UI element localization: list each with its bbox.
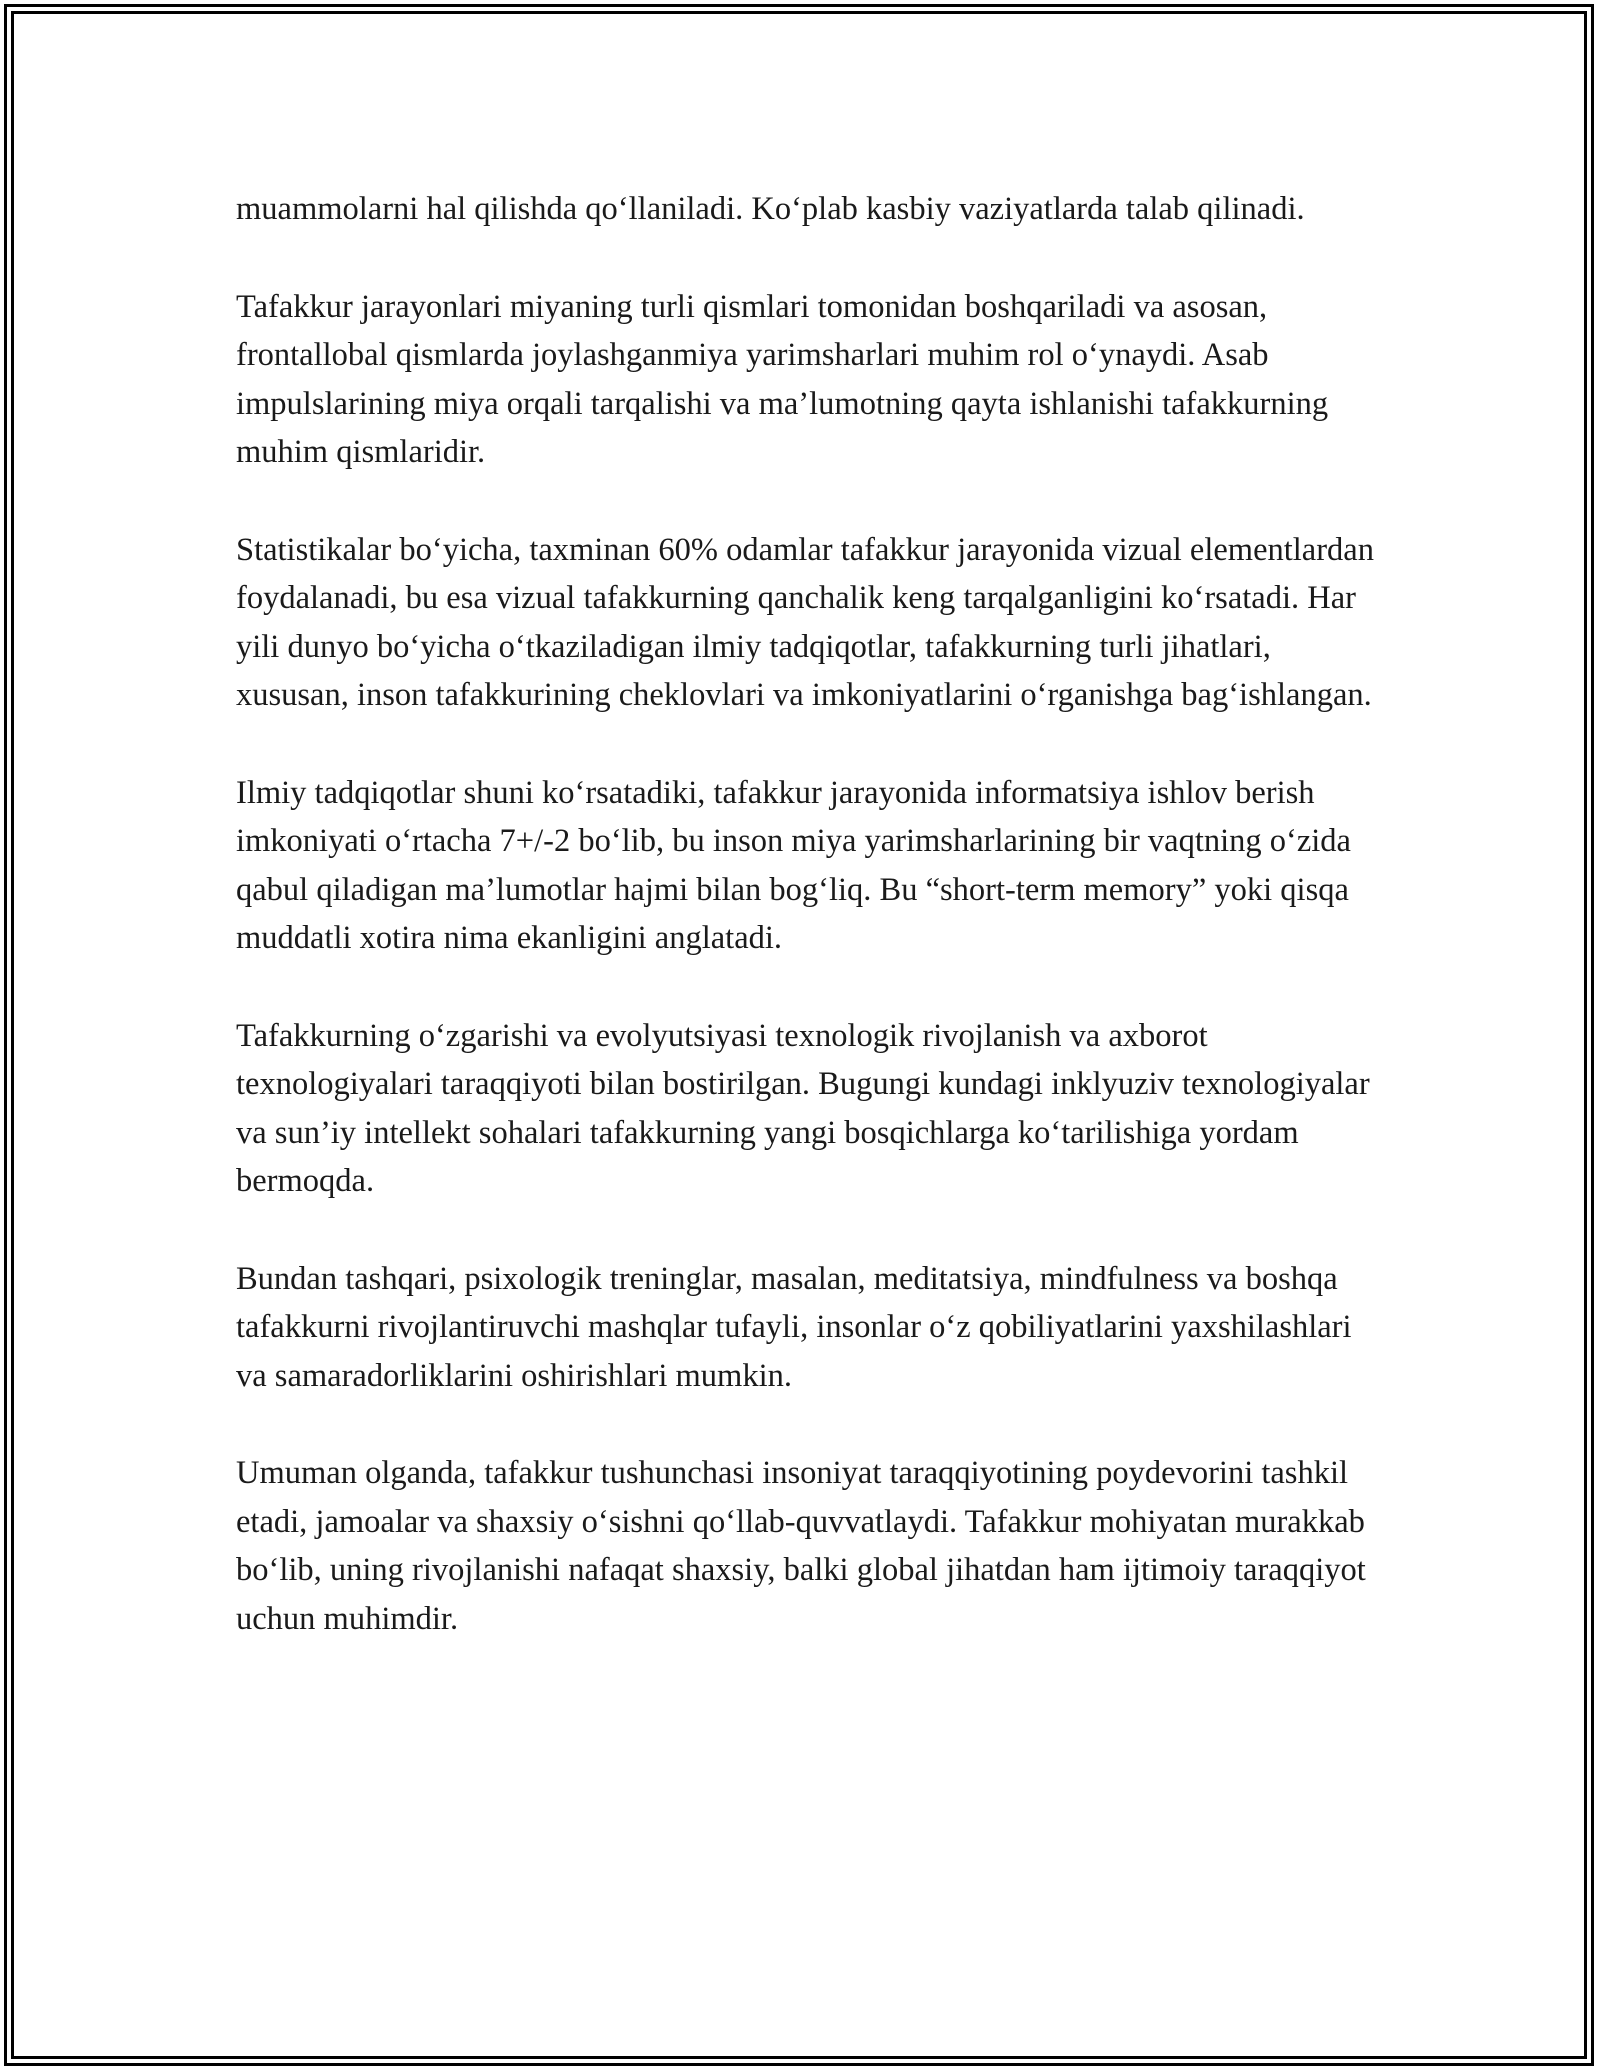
document-body <box>236 185 1386 1692</box>
paragraph-7: Umuman olganda, tafakkur tushunchasi insoniyat taraqqiyotining poydevorini tashkil etadi, jamoalar va shaxsiy o‘sishni qo‘llab-quvvatlaydi. Tafakkur mohiyatan murakkab bo‘lib, uning rivojlanishi nafaqat shaxsiy, balki global jihatdan ham ijtimoiy taraqqiyot uchun muhimdir. <box>236 1455 1366 1637</box>
paragraph-6: Bundan tashqari, psixologik treninglar, masalan, meditatsiya, mindfulness va boshqa tafakkurni rivojlantiruvchi mashqlar tufayli, insonlar o‘z qobiliyatlarini yaxshilashlari va samaradorliklarini oshirishlari mumkin. <box>236 1260 1352 1394</box>
paragraph-3: Statistikalar bo‘yicha, taxminan 60% odamlar tafakkur jarayonida vizual elementlardan foydalanadi, bu esa vizual tafakkurning qanchalik keng tarqalganligini ko‘rsatadi. Har yili dunyo bo‘yicha o‘tkaziladigan ilmiy tadqiqotlar, tafakkurning turli jihatlari, xususan, inson tafakkurining cheklovlari va imkoniyatlarini o‘rganishga bag‘ishlangan. <box>236 531 1374 713</box>
paragraph-2: Tafakkur jarayonlari miyaning turli qismlari tomonidan boshqariladi va asosan, frontallobal qismlarda joylashganmiya yarimsharlari muhim rol o‘ynaydi. Asab impulslarining miya orqali tarqalishi va ma’lumotning qayta ishlanishi tafakkurning muhim qismlaridir. <box>236 288 1329 470</box>
paragraph-1: muammolarni hal qilishda qo‘llaniladi. Ko‘plab kasbiy vaziyatlarda talab qilinadi. <box>236 191 1305 227</box>
paragraph-4: Ilmiy tadqiqotlar shuni ko‘rsatadiki, tafakkur jarayonida informatsiya ishlov berish imkoniyati o‘rtacha 7+/-2 bo‘lib, bu inson miya yarimsharlarining bir vaqtning o‘zida qabul qiladigan ma’lumotlar hajmi bilan bog‘liq. Bu “short-term memory” yoki qisqa muddatli xotira nima ekanligini anglatadi. <box>236 774 1351 956</box>
paragraph-5: Tafakkurning o‘zgarishi va evolyutsiyasi texnologik rivojlanish va axborot texnologiyalari taraqqiyoti bilan bostirilgan. Bugungi kundagi inklyuziv texnologiyalar va sun’iy intellekt sohalari tafakkurning yangi bosqichlarga ko‘tarilishiga yordam bermoqda. <box>236 1017 1370 1199</box>
